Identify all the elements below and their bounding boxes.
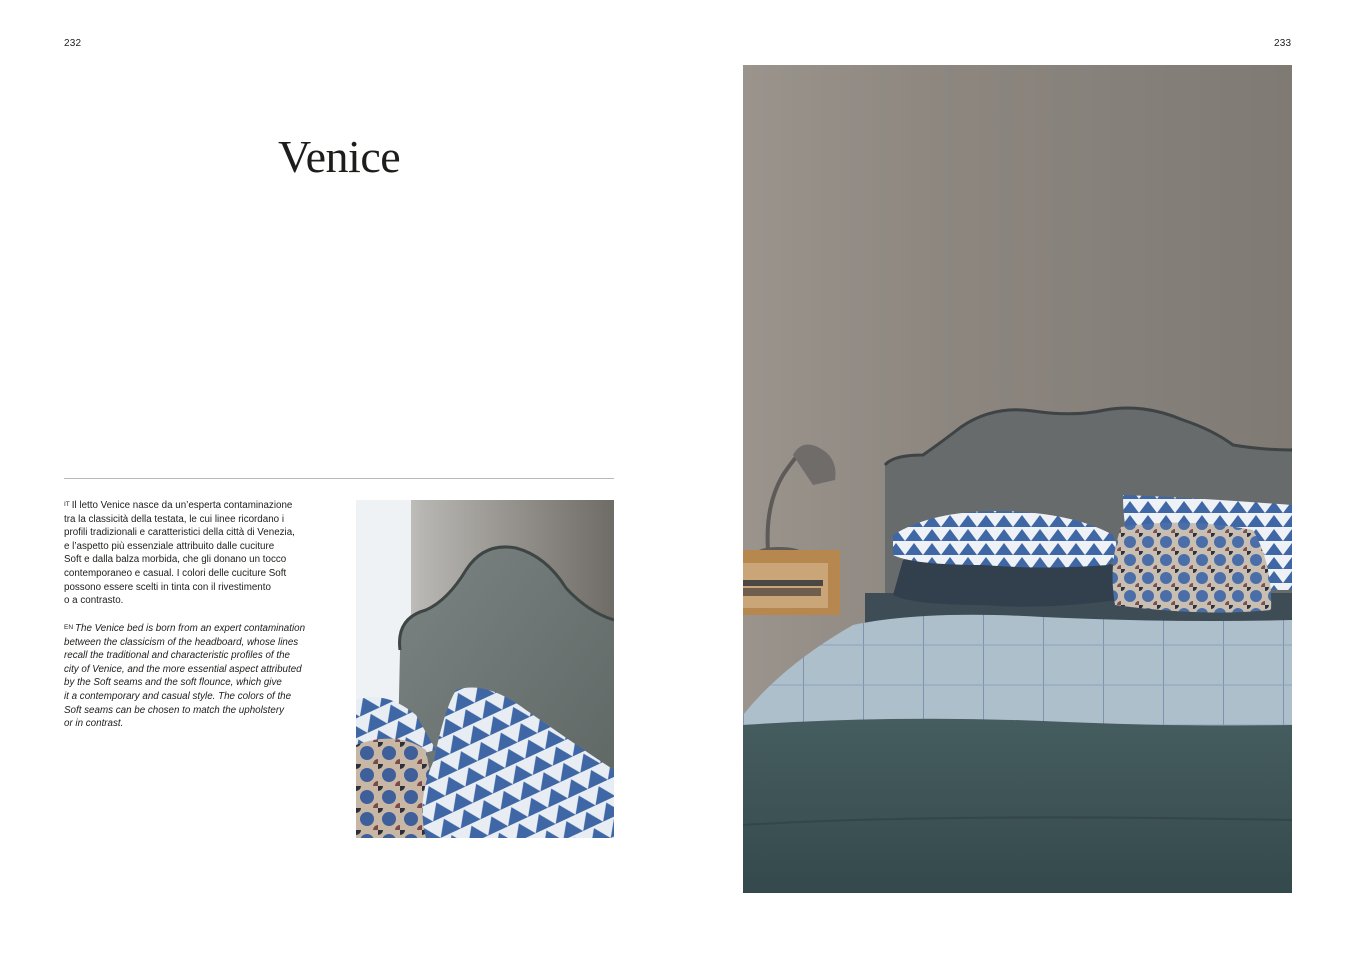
description-line: Soft e dalla balza morbida, che gli donano un tocco bbox=[64, 554, 287, 566]
description-line: e l’aspetto più essenziale attribuito dalle cuciture bbox=[64, 540, 275, 552]
description-line: $^{IT}$ Il letto Venice nasce da un’esperta contaminazione bbox=[64, 500, 293, 511]
description-line: $^{EN}$ The Venice bed is born from an expert contamination bbox=[64, 623, 306, 634]
language-tag-it: IT bbox=[64, 501, 70, 508]
description-english bbox=[64, 621, 334, 731]
description-line: it a contemporary and casual style. The colors of the bbox=[64, 690, 292, 702]
section-divider bbox=[64, 478, 614, 479]
page-number-left: 232 bbox=[64, 38, 82, 49]
pillow-dotted bbox=[1113, 523, 1272, 613]
description-line: tra la classicità della testata, le cui linee ricordano i bbox=[64, 513, 284, 525]
bedside-shelf bbox=[743, 550, 840, 615]
description-line: profili tradizionali e caratteristici della città di Venezia, bbox=[64, 527, 295, 539]
description-line: by the Soft seams and the soft flounce, which give bbox=[64, 677, 282, 689]
description-line: or in contrast. bbox=[64, 718, 124, 730]
page-title: Venice bbox=[278, 131, 401, 182]
description-line: contemporaneo e casual. I colori delle cuciture Soft bbox=[64, 567, 287, 579]
description-line: o a contrasto. bbox=[64, 595, 124, 607]
description-italian bbox=[64, 498, 334, 608]
description-line: between the classicism of the headboard, whose lines bbox=[64, 636, 299, 648]
description-line: city of Venice, and the more essential aspect attributed bbox=[64, 663, 302, 675]
language-tag-en: EN bbox=[64, 624, 74, 631]
description-line: possono essere scelti in tinta con il rivestimento bbox=[64, 581, 271, 593]
description-line: recall the traditional and characteristic profiles of the bbox=[64, 650, 290, 662]
detail-photo bbox=[356, 500, 614, 838]
bed-blanket bbox=[743, 719, 1292, 893]
main-photo bbox=[743, 65, 1292, 893]
page-number-right: 233 bbox=[1274, 38, 1292, 49]
description-line: Soft seams can be chosen to match the upholstery bbox=[64, 704, 285, 716]
